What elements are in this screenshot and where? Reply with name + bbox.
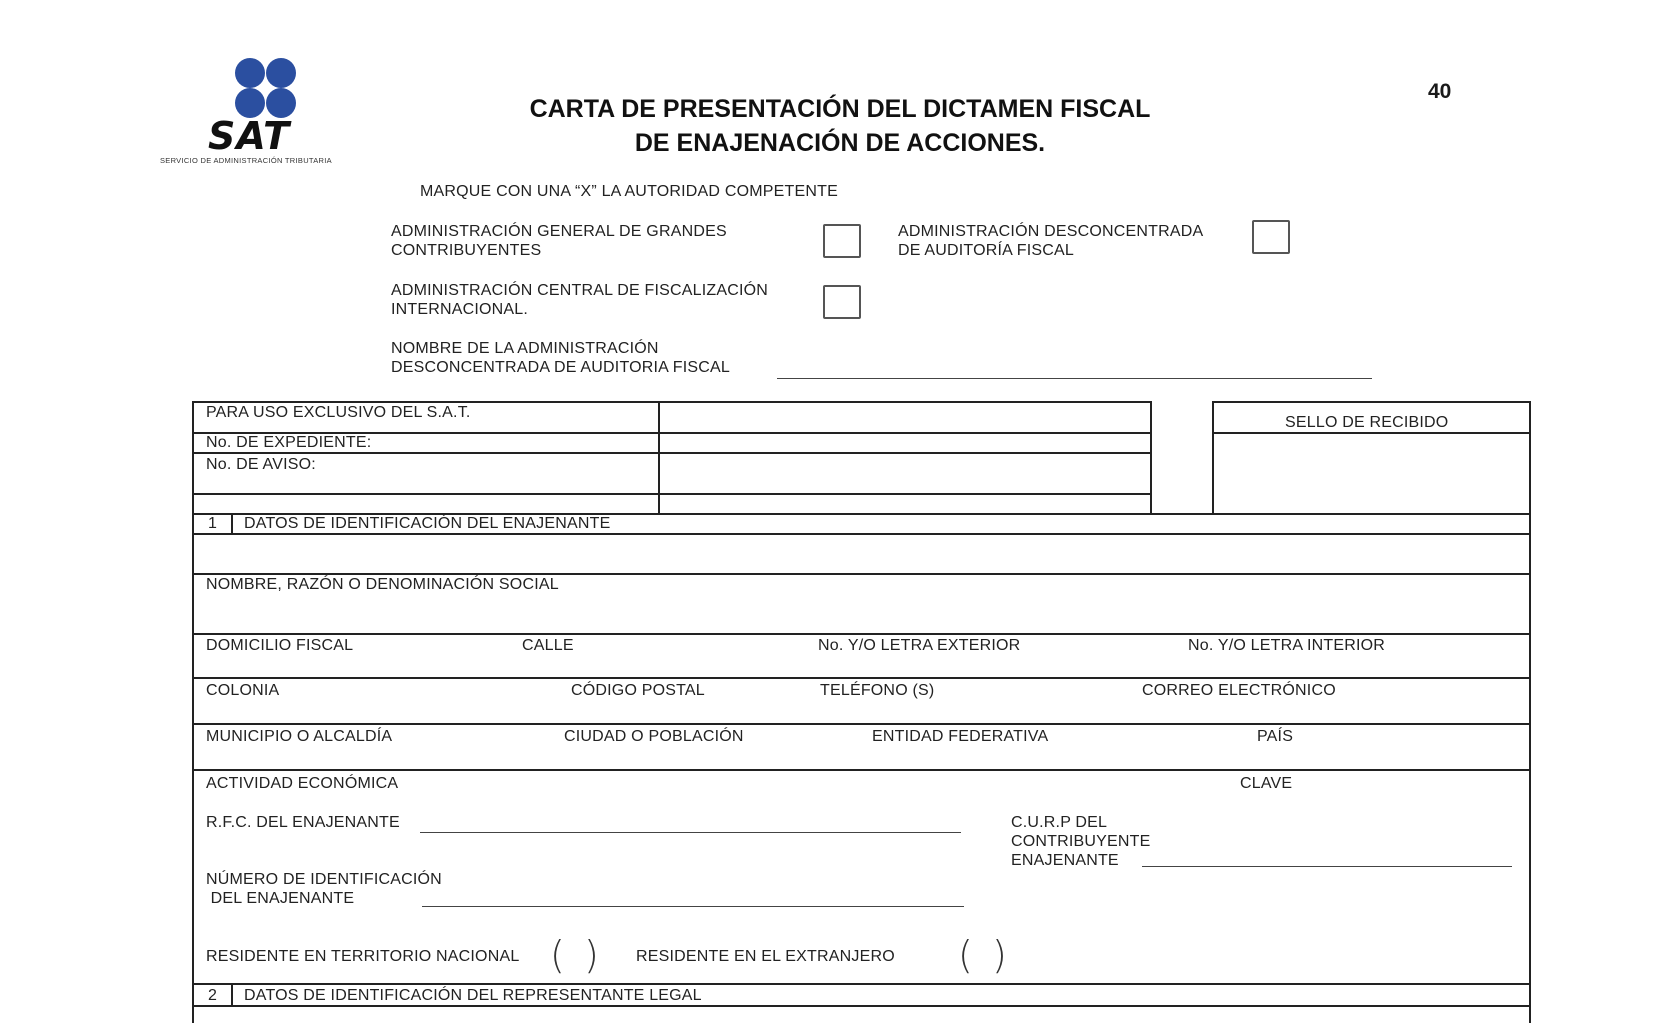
sat-box-divider xyxy=(658,401,660,515)
actividad-label: ACTIVIDAD ECONÓMICA xyxy=(206,775,399,792)
section-2-title: DATOS DE IDENTIFICACIÓN DEL REPRESENTANTE LEGAL xyxy=(244,987,702,1004)
sello-recibido-label: SELLO DE RECIBIDO xyxy=(1285,414,1449,431)
option-grandes-contribuyentes: ADMINISTRACIÓN GENERAL DE GRANDES CONTRIBUYENTES xyxy=(391,223,727,259)
authority-instruction: MARQUE CON UNA “X” LA AUTORIDAD COMPETENTE xyxy=(420,183,838,200)
option-auditoria-fiscal: ADMINISTRACIÓN DESCONCENTRADA DE AUDITORÍA FISCAL xyxy=(898,223,1204,259)
section-2-number-divider xyxy=(231,983,233,1005)
nombre-label: NOMBRE, RAZÓN O DENOMINACIÓN SOCIAL xyxy=(206,576,559,593)
administration-name-label: NOMBRE DE LA ADMINISTRACIÓN DESCONCENTRADA DE AUDITORIA FISCAL xyxy=(391,340,731,376)
residente-nacional-option[interactable]: ( ) xyxy=(550,933,599,977)
codigo-postal-label: CÓDIGO POSTAL xyxy=(571,682,705,699)
section-1-title: DATOS DE IDENTIFICACIÓN DEL ENAJENANTE xyxy=(244,515,611,532)
logo-subtitle: SERVICIO DE ADMINISTRACIÓN TRIBUTARIA xyxy=(160,156,332,165)
domicilio-label: DOMICILIO FISCAL xyxy=(206,637,354,654)
residente-nacional-label: RESIDENTE EN TERRITORIO NACIONAL xyxy=(206,948,520,965)
residente-extranjero-option[interactable]: ( ) xyxy=(958,933,1007,977)
fiscalizacion-internacional-checkbox[interactable] xyxy=(823,285,861,319)
rfc-field[interactable] xyxy=(420,832,961,833)
title-line-2: DE ENAJENACIÓN DE ACCIONES. xyxy=(634,129,1046,157)
page-number: 40 xyxy=(1428,80,1452,103)
ciudad-label: CIUDAD O POBLACIÓN xyxy=(564,728,744,745)
curp-label: C.U.R.P DEL CONTRIBUYENTE ENAJENANTE xyxy=(1011,814,1151,869)
grandes-contribuyentes-checkbox[interactable] xyxy=(823,224,861,258)
administration-name-field[interactable] xyxy=(777,378,1372,379)
no-exterior-label: No. Y/O LETRA EXTERIOR xyxy=(818,637,1021,654)
title-line-1: CARTA DE PRESENTACIÓN DEL DICTAMEN FISCAL xyxy=(529,95,1151,123)
sat-exclusive-label: PARA USO EXCLUSIVO DEL S.A.T. xyxy=(206,404,471,421)
page-title xyxy=(390,92,1290,160)
section-1-number: 1 xyxy=(208,515,218,532)
numero-identificacion-label: NÚMERO DE IDENTIFICACIÓN DEL ENAJENANTE xyxy=(206,871,442,907)
pais-label: PAÍS xyxy=(1257,728,1294,745)
numero-identificacion-field[interactable] xyxy=(422,906,964,907)
logo-text: SAT xyxy=(208,114,291,158)
logo-dot-icon xyxy=(235,58,265,88)
logo-dot-icon xyxy=(266,58,296,88)
row-line xyxy=(192,677,1531,679)
section-1-header-line xyxy=(192,533,1531,535)
rfc-label: R.F.C. DEL ENAJENANTE xyxy=(206,814,400,831)
municipio-label: MUNICIPIO O ALCALDÍA xyxy=(206,728,393,745)
auditoria-fiscal-checkbox[interactable] xyxy=(1252,220,1290,254)
no-interior-label: No. Y/O LETRA INTERIOR xyxy=(1188,637,1386,654)
curp-field[interactable] xyxy=(1142,866,1512,867)
section-2-header-line xyxy=(192,1005,1531,1007)
row-line xyxy=(192,769,1531,771)
section-1-number-divider xyxy=(231,513,233,533)
row-line xyxy=(192,633,1531,635)
calle-label: CALLE xyxy=(522,637,574,654)
clave-label: CLAVE xyxy=(1240,775,1293,792)
telefono-label: TELÉFONO (S) xyxy=(820,682,935,699)
sello-header-line xyxy=(1212,432,1531,434)
sat-logo xyxy=(160,58,375,168)
expediente-label: No. DE EXPEDIENTE: xyxy=(206,434,372,451)
row-line xyxy=(192,723,1531,725)
colonia-label: COLONIA xyxy=(206,682,280,699)
sat-box-row-line xyxy=(192,452,1152,454)
option-fiscalizacion-internacional: ADMINISTRACIÓN CENTRAL DE FISCALIZACIÓN INTERNACIONAL. xyxy=(391,282,769,318)
aviso-label: No. DE AVISO: xyxy=(206,456,316,473)
entidad-label: ENTIDAD FEDERATIVA xyxy=(872,728,1049,745)
correo-label: CORREO ELECTRÓNICO xyxy=(1142,682,1336,699)
section-2-number: 2 xyxy=(208,987,218,1004)
sat-box-row-line xyxy=(192,493,1152,495)
residente-extranjero-label: RESIDENTE EN EL EXTRANJERO xyxy=(636,948,895,965)
